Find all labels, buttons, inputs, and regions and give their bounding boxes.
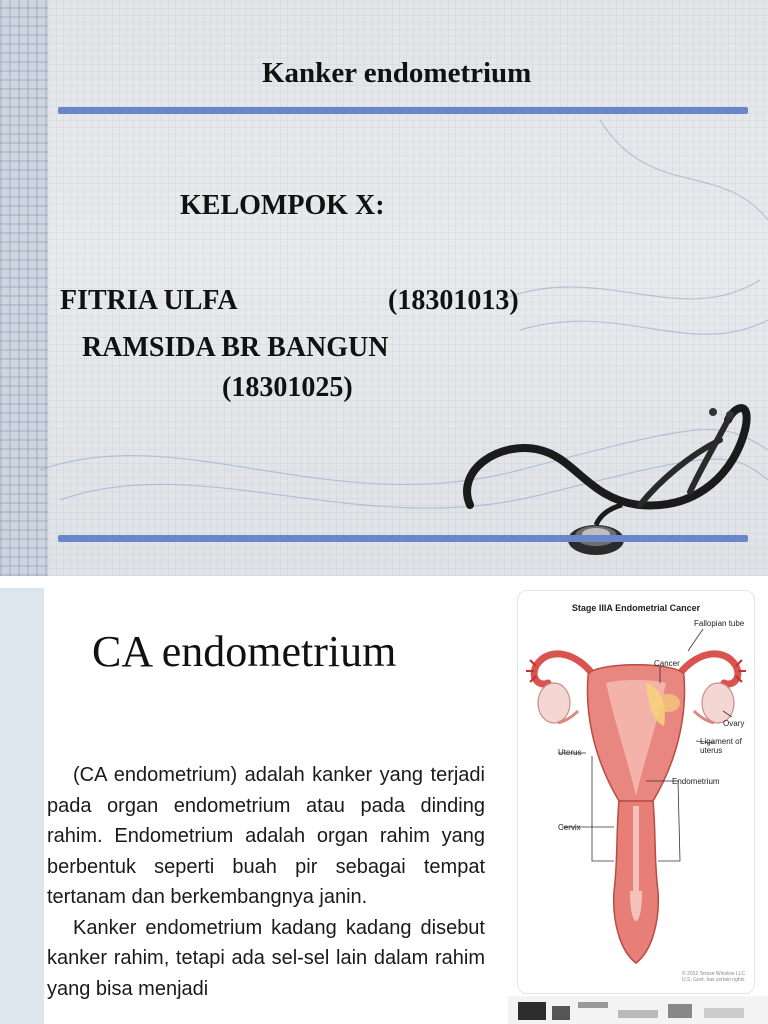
label-ligament: Ligament of uterus (700, 737, 742, 755)
label-uterus: Uterus (558, 748, 582, 757)
paragraph: (CA endometrium) adalah kanker yang terjadi pada organ endometrium atau pada dinding rahim. Endometrium adalah organ rahim yang berbentuk seperti buah pir sebagai tempat tertanam dan berkembangnya janin. (47, 764, 485, 908)
uterus-illustration (518, 591, 754, 993)
member-id: (18301013) (388, 285, 519, 316)
label-ovary: Ovary (723, 719, 745, 728)
label-fallopian-tube: Fallopian tube (694, 619, 745, 628)
figure-credit: © 2012 Terese Winslow LLC U.S. Govt. has certain rights (682, 971, 746, 983)
member-id: (18301025) (222, 372, 353, 403)
slide-divider (0, 576, 768, 588)
slide-title: CA endometrium (92, 627, 397, 676)
anatomy-figure (517, 590, 755, 994)
header-rule (58, 107, 748, 114)
figure-title: Stage IIIA Endometrial Cancer (571, 603, 701, 613)
cropped-image-icon (508, 996, 768, 1024)
group-label: KELOMPOK X: (180, 190, 385, 221)
paragraph: Kanker endometrium kadang kadang disebut kanker rahim, tetapi ada sel-sel lain dalam rahim yang bisa menjadi (47, 916, 485, 1000)
left-accent-strip (0, 588, 44, 1024)
partial-image-strip (508, 996, 768, 1024)
member-name: RAMSIDA BR BANGUN (82, 332, 389, 363)
member-name: FITRIA ULFA (60, 285, 238, 316)
label-cervix: Cervix (558, 823, 581, 832)
body-text (47, 760, 485, 1004)
label-endometrium: Endometrium (672, 777, 720, 786)
content-slide (0, 588, 768, 1024)
footer-rule (58, 535, 748, 542)
label-cancer: Cancer (654, 659, 680, 668)
slide-title: Kanker endometrium (262, 57, 532, 89)
